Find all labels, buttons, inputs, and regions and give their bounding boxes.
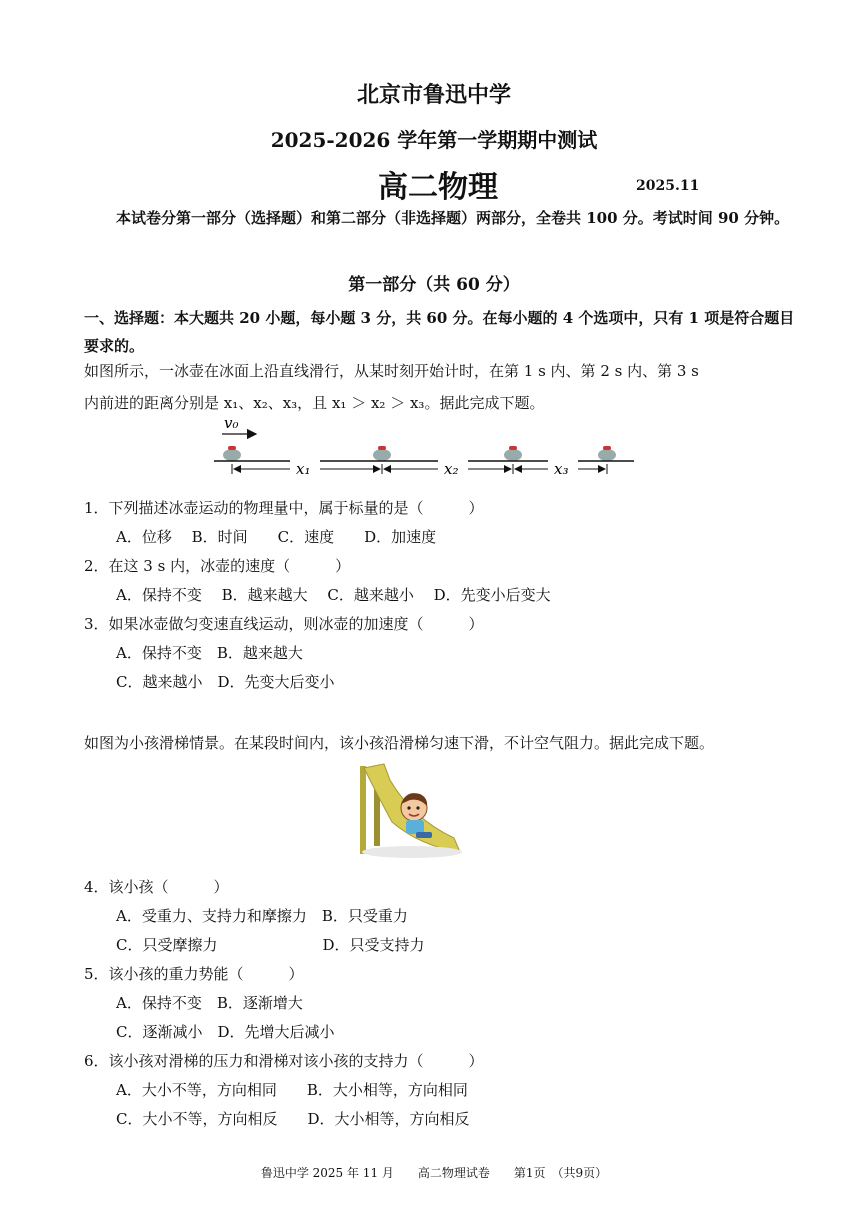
curling-diagram xyxy=(210,412,640,490)
question-1-stem: 1．下列描述冰壶运动的物理量中，属于标量的是（ ） xyxy=(84,499,484,517)
question-4-options-row-1: A．受重力、支持力和摩擦力 B．只受重力 xyxy=(116,907,408,925)
curling-stone-4 xyxy=(598,446,616,461)
part-one-title: 第一部分（共 60 分） xyxy=(348,275,520,295)
curling-stone-1 xyxy=(223,446,241,461)
curling-stone-2 xyxy=(373,446,391,461)
subject-title: 高二物理 xyxy=(378,170,498,205)
distance-label-x2: x₂ xyxy=(444,460,459,478)
passage-one-line-2: 内前进的距离分别是 x₁、x₂、x₃，且 x₁ ＞ x₂ ＞ x₃。据此完成下题。 xyxy=(84,394,545,412)
exam-date: 2025.11 xyxy=(636,178,700,194)
curling-stone-3 xyxy=(504,446,522,461)
school-name: 北京市鲁迅中学 xyxy=(356,82,511,108)
question-3-options-row-1: A．保持不变 B．越来越大 xyxy=(116,644,303,662)
initial-velocity-label: v₀ xyxy=(224,414,239,432)
question-4-stem: 4．该小孩（ ） xyxy=(84,878,229,896)
question-6-options-row-1: A．大小不等，方向相同 B．大小相等，方向相同 xyxy=(116,1081,468,1099)
question-5-options-row-1: A．保持不变 B．逐渐增大 xyxy=(116,994,303,1012)
passage-two: 如图为小孩滑梯情景。在某段时间内，该小孩沿滑梯匀速下滑，不计空气阻力。据此完成下题。 xyxy=(84,734,715,752)
question-2-stem: 2．在这 3 s 内，冰壶的速度（ ） xyxy=(84,557,351,575)
distance-label-x1: x₁ xyxy=(296,460,311,478)
question-6-options-row-2: C．大小不等，方向相反 D．大小相等，方向相反 xyxy=(116,1110,470,1128)
question-2-options: A．保持不变 B．越来越大 C．越来越小 D．先变小后变大 xyxy=(116,586,551,604)
question-3-stem: 3．如果冰壶做匀变速直线运动，则冰壶的加速度（ ） xyxy=(84,615,484,633)
question-6-stem: 6．该小孩对滑梯的压力和滑梯对该小孩的支持力（ ） xyxy=(84,1052,484,1070)
section-one-heading: 一、选择题：本大题共 20 小题，每小题 3 分，共 60 分。在每小题的 4 个选项中，只有 1 项是符合题目要求的。 xyxy=(84,309,795,355)
exam-title: 2025-2026 学年第一学期期中测试 xyxy=(270,128,598,152)
question-4-options-row-2: C．只受摩擦力 D．只受支持力 xyxy=(116,936,425,954)
question-5-stem: 5．该小孩的重力势能（ ） xyxy=(84,965,304,983)
question-1-options: A．位移 B．时间 C．速度 D．加速度 xyxy=(116,528,437,546)
exam-instructions: 本试卷分第一部分（选择题）和第二部分（非选择题）两部分，全卷共 100 分。考试时间 90 分钟。 xyxy=(116,209,790,227)
page-footer: 鲁迅中学 2025 年 11 月 高二物理试卷 第1页 （共9页） xyxy=(260,1166,608,1180)
passage-one-line-1: 如图所示，一冰壶在冰面上沿直线滑行，从某时刻开始计时，在第 1 s 内、第 2 s 内、第 3 s xyxy=(84,362,699,380)
distance-label-x3: x₃ xyxy=(554,460,569,478)
slide-illustration xyxy=(350,760,466,860)
question-3-options-row-2: C．越来越小 D．先变大后变小 xyxy=(116,673,335,691)
question-5-options-row-2: C．逐渐减小 D．先增大后减小 xyxy=(116,1023,335,1041)
